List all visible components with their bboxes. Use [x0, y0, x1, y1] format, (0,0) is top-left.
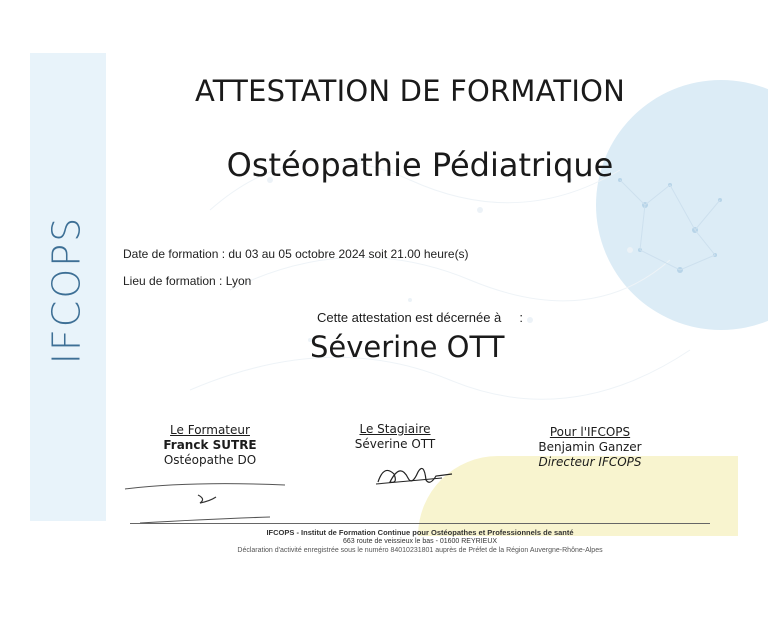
document-title: ATTESTATION DE FORMATION [194, 74, 625, 108]
trainer-name: Franck SUTRE [163, 438, 257, 452]
training-location: Lieu de formation : Lyon [123, 274, 252, 288]
trainer-role: Ostéopathe DO [163, 453, 257, 467]
trainee-name: Séverine OTT [354, 437, 436, 451]
footer-divider [130, 523, 710, 524]
footer-institute: IFCOPS - Institut de Formation Continue pour Ostéopathes et Professionnels de santé [266, 528, 574, 537]
trainer-signature-block [130, 423, 290, 468]
award-label: Cette attestation est décernée à : [317, 310, 523, 325]
ifcops-director-role: Directeur IFCOPS [538, 455, 642, 469]
ifcops-signature-block [510, 425, 670, 470]
course-title: Ostéopathie Pédiatrique [226, 146, 614, 184]
trainer-signature [120, 475, 300, 530]
recipient-name: Séverine OTT [310, 330, 505, 364]
svg-text:IFCOPS: IFCOPS [44, 215, 89, 365]
ifcops-heading: Pour l'IFCOPS [549, 425, 631, 439]
trainee-signature-block [330, 422, 460, 452]
trainee-signature [372, 456, 462, 492]
training-date: Date de formation : du 03 au 05 octobre 2024 soit 21.00 heure(s) [123, 247, 469, 261]
ifcops-director-name: Benjamin Ganzer [538, 440, 642, 454]
footer-declaration: Déclaration d'activité enregistrée sous le numéro 84010231801 auprès de Préfet de la Région Auvergne-Rhône-Alpes [237, 547, 603, 554]
ifcops-logo [43, 205, 95, 375]
footer-address: 663 route de veissieux le bas - 01600 REYRIEUX [342, 538, 498, 545]
trainer-heading: Le Formateur [170, 423, 250, 437]
trainee-heading: Le Stagiaire [359, 422, 431, 436]
